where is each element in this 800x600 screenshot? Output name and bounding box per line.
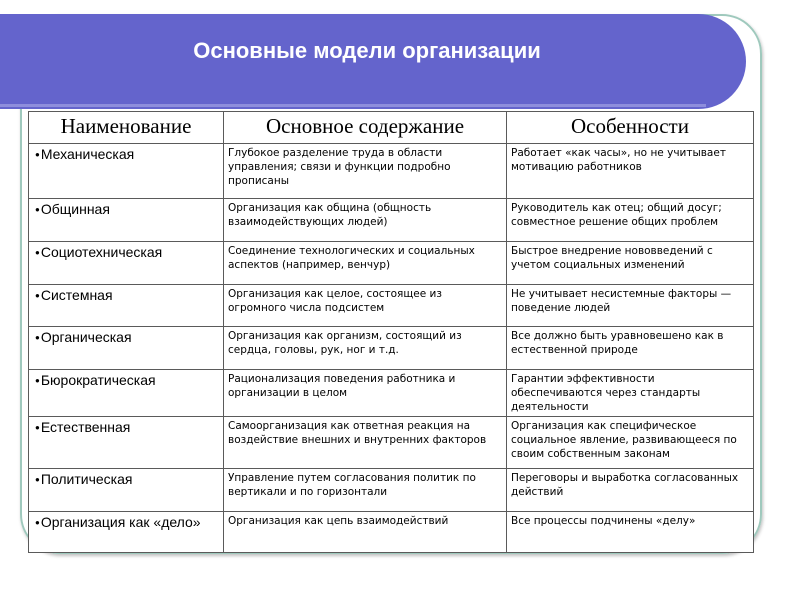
header-name: Наименование: [29, 112, 224, 144]
bullet-icon: ●: [35, 518, 40, 527]
bullet-icon: ●: [35, 333, 40, 342]
row-name-cell: [29, 199, 224, 242]
model-content: Организация как целое, состоящее из огромного числа подсистем: [224, 285, 507, 327]
table-row: [29, 469, 754, 512]
row-name-cell: [29, 512, 224, 553]
model-content: Организация как цепь взаимодействий: [224, 512, 507, 553]
model-feature: Переговоры и выработка согласованных действий: [507, 469, 754, 512]
table-row: [29, 199, 754, 242]
model-content: Организация как организм, состоящий из сердца, головы, рук, ног и т.д.: [224, 327, 507, 370]
banner-underline: [0, 104, 706, 107]
model-content: Самоорганизация как ответная реакция на воздействие внешних и внутренних факторов: [224, 417, 507, 469]
row-name-cell: [29, 469, 224, 512]
table-row: [29, 327, 754, 370]
model-name: Бюрократическая: [40, 372, 156, 388]
model-name: Организация как «дело»: [40, 514, 201, 530]
model-name: Системная: [40, 287, 113, 303]
slide-title: Основные модели организации: [193, 38, 541, 63]
model-feature: Гарантии эффективности обеспечиваются через стандарты деятельности: [507, 370, 754, 417]
model-name: Общинная: [40, 201, 110, 217]
table-row: [29, 285, 754, 327]
model-name: Социотехническая: [40, 244, 163, 260]
table-row: [29, 512, 754, 553]
row-name-cell: [29, 327, 224, 370]
model-feature: Организация как специфическое социальное явление, развивающееся по своим собственным законам: [507, 417, 754, 469]
row-name-cell: [29, 242, 224, 285]
table-row: [29, 417, 754, 469]
model-feature: Не учитывает несистемные факторы — поведение людей: [507, 285, 754, 327]
table-header-row: [29, 112, 754, 144]
bullet-icon: ●: [35, 150, 40, 159]
table-row: [29, 370, 754, 417]
row-name-cell: [29, 144, 224, 199]
model-feature: Все процессы подчинены «делу»: [507, 512, 754, 553]
header-content: Основное содержание: [224, 112, 507, 144]
row-name-cell: [29, 285, 224, 327]
table-row: [29, 242, 754, 285]
table-row: [29, 144, 754, 199]
model-content: Управление путем согласования политик по вертикали и по горизонтали: [224, 469, 507, 512]
row-name-cell: [29, 370, 224, 417]
row-name-cell: [29, 417, 224, 469]
bullet-icon: ●: [35, 248, 40, 257]
bullet-icon: ●: [35, 291, 40, 300]
model-content: Глубокое разделение труда в области управления; связи и функции подробно прописаны: [224, 144, 507, 199]
bullet-icon: ●: [35, 376, 40, 385]
model-feature: Быстрое внедрение нововведений с учетом социальных изменений: [507, 242, 754, 285]
models-table: [28, 111, 754, 553]
header-features: Особенности: [507, 112, 754, 144]
model-name: Естественная: [40, 419, 131, 435]
model-name: Механическая: [40, 146, 135, 162]
bullet-icon: ●: [35, 423, 40, 432]
model-name: Органическая: [40, 329, 132, 345]
model-content: Рационализация поведения работника и организации в целом: [224, 370, 507, 417]
bullet-icon: ●: [35, 475, 40, 484]
bullet-icon: ●: [35, 205, 40, 214]
model-feature: Все должно быть уравновешено как в естественной природе: [507, 327, 754, 370]
model-content: Соединение технологических и социальных аспектов (например, венчур): [224, 242, 507, 285]
model-content: Организация как община (общность взаимодействующих людей): [224, 199, 507, 242]
model-feature: Работает «как часы», но не учитывает мотивацию работников: [507, 144, 754, 199]
model-name: Политическая: [40, 471, 133, 487]
model-feature: Руководитель как отец; общий досуг; совместное решение общих проблем: [507, 199, 754, 242]
